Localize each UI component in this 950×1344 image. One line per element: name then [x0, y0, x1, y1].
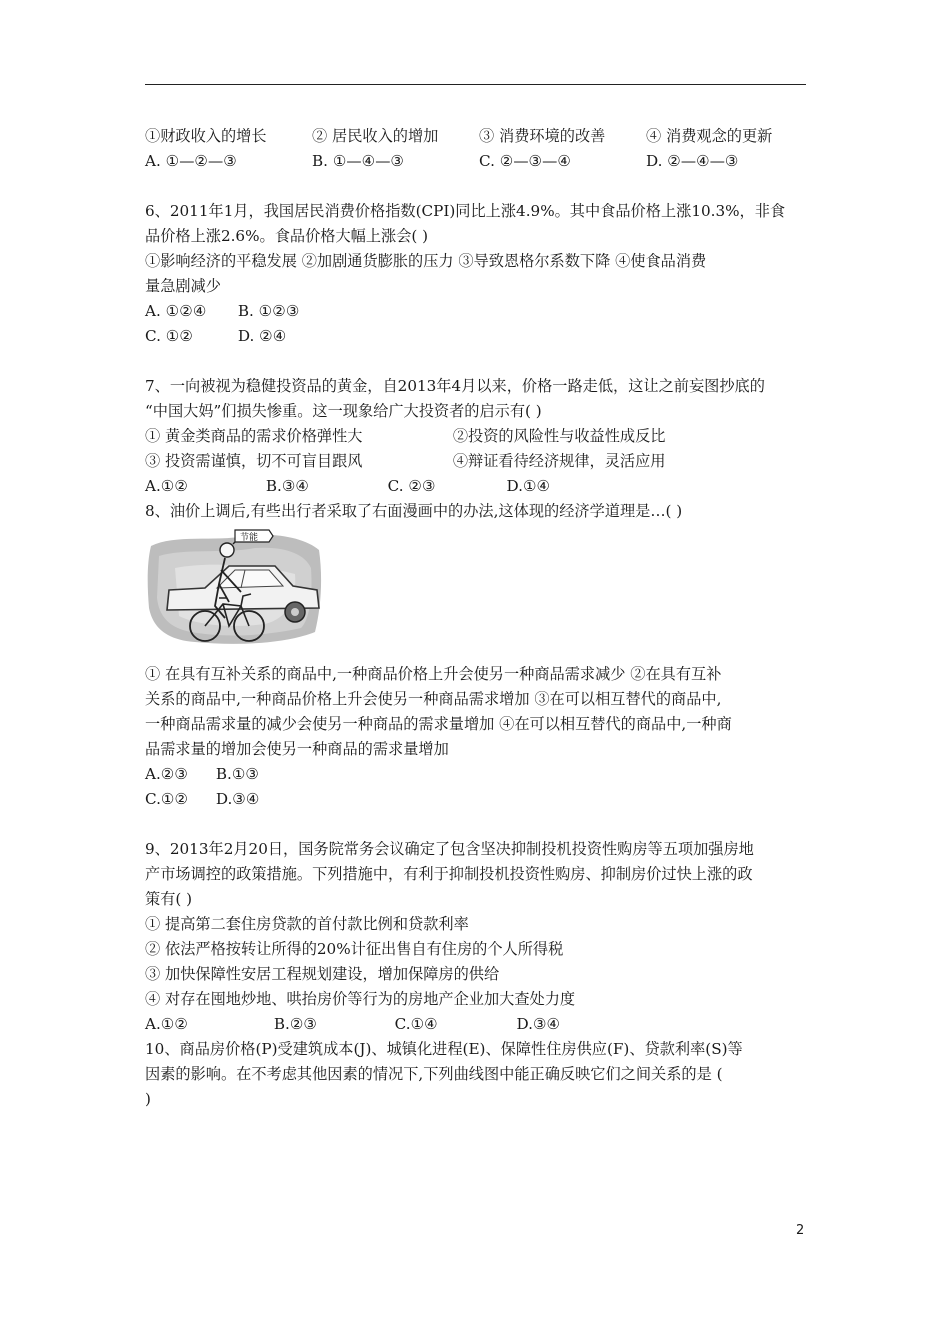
q9-option-a[interactable]: A.①② — [145, 1015, 189, 1033]
q8-items-4: 品需求量的增加会使另一种商品的需求量增加 — [145, 740, 449, 758]
comic-sign-text: 节能 — [240, 533, 259, 543]
q9-item-3: ③ 加快保障性安居工程规划建设，增加保障房的供给 — [145, 965, 500, 983]
q8-items-3: 一种商品需求量的减少会使另一种商品的需求量增加 ④在可以相互替代的商品中,一种商 — [145, 715, 732, 733]
page-content — [145, 124, 810, 1112]
q8-stem: 8、油价上调后,有些出行者采取了右面漫画中的办法,这体现的经济学道理是…( ) — [145, 502, 683, 520]
q8-option-d[interactable]: D.③④ — [215, 790, 260, 808]
q6-stem-2: 品价格上涨2.6%。食品价格大幅上涨会( ) — [145, 227, 429, 245]
q5-option-c[interactable]: C. ②—③—④ — [479, 152, 571, 170]
q9-option-d[interactable]: D.③④ — [516, 1015, 561, 1033]
q7-option-c[interactable]: C. ②③ — [387, 477, 436, 495]
q5-options — [145, 149, 810, 174]
q10-stem-3: ) — [145, 1090, 151, 1108]
q8-option-b[interactable]: B.①③ — [215, 765, 260, 783]
q6-option-b[interactable]: B. ①②③ — [237, 302, 300, 320]
q9-option-b[interactable]: B.②③ — [273, 1015, 318, 1033]
q5-option-d[interactable]: D. ②—④—③ — [646, 152, 739, 170]
q7-item-3: ③ 投资需谨慎，切不可盲目跟风 — [145, 452, 363, 470]
q9-stem-2: 产市场调控的政策措施。下列措施中，有利于抑制投机投资性购房、抑制房价过快上涨的政 — [145, 865, 753, 883]
q7-item-2: ②投资的风险性与收益性成反比 — [452, 427, 666, 445]
q9-item-4: ④ 对存在囤地炒地、哄抬房价等行为的房地产企业加大查处力度 — [145, 990, 576, 1008]
q6-stem-1: 6、2011年1月，我国居民消费价格指数(CPI)同比上涨4.9%。其中食品价格上涨10.3%，非食 — [145, 202, 786, 220]
q6-options-row-2 — [145, 324, 810, 349]
q7-stem-1: 7、一向被视为稳健投资品的黄金，自2013年4月以来，价格一路走低，这让之前妄图抄底的 — [145, 377, 765, 395]
q6-option-a[interactable]: A. ①②④ — [145, 302, 207, 320]
q9-options — [145, 1012, 810, 1037]
q8-options-row-2 — [145, 787, 810, 812]
q5-items — [145, 124, 810, 149]
q5-option-b[interactable]: B. ①—④—③ — [312, 152, 405, 170]
header-rule — [145, 84, 806, 85]
q7-option-b[interactable]: B.③④ — [265, 477, 310, 495]
q7-items-row-1 — [145, 424, 810, 449]
q6-option-c[interactable]: C. ①② — [145, 327, 193, 345]
q7-option-d[interactable]: D.①④ — [506, 477, 551, 495]
q5-item-1: ①财政收入的增长 — [145, 127, 267, 145]
q9-item-2: ② 依法严格按转让所得的20%计征出售自有住房的个人所得税 — [145, 940, 564, 958]
q7-item-1: ① 黄金类商品的需求价格弹性大 — [145, 427, 363, 445]
page-number: 2 — [796, 1223, 805, 1238]
q8-option-a[interactable]: A.②③ — [145, 765, 189, 783]
q5-item-2: ② 居民收入的增加 — [312, 127, 439, 145]
q9-option-c[interactable]: C.①④ — [394, 1015, 438, 1033]
q5-option-a[interactable]: A. ①—②—③ — [145, 152, 237, 170]
q8-options-row-1 — [145, 762, 810, 787]
comic-cyclist-car-image — [145, 528, 325, 650]
q10-stem-2: 因素的影响。在不考虑其他因素的情况下,下列曲线图中能正确反映它们之间关系的是 ( — [145, 1065, 723, 1083]
q5-item-3: ③ 消费环境的改善 — [479, 127, 606, 145]
q7-options — [145, 474, 810, 499]
q6-options-row-1 — [145, 299, 810, 324]
q6-items-2: 量急剧减少 — [145, 277, 221, 295]
q8-items-1: ① 在具有互补关系的商品中,一种商品价格上升会使另一种商品需求减少 ②在具有互补 — [145, 665, 722, 683]
q10-stem-1: 10、商品房价格(P)受建筑成本(J)、城镇化进程(E)、保障性住房供应(F)、贷款利率(S)等 — [145, 1040, 743, 1058]
q7-stem-2: “中国大妈”们损失惨重。这一现象给广大投资者的启示有( ) — [145, 402, 542, 420]
q5-item-4: ④ 消费观念的更新 — [646, 127, 773, 145]
q8-option-c[interactable]: C.①② — [145, 790, 189, 808]
q6-items-1: ①影响经济的平稳发展 ②加剧通货膨胀的压力 ③导致恩格尔系数下降 ④使食品消费 — [145, 252, 707, 270]
q7-item-4: ④辩证看待经济规律，灵活应用 — [452, 452, 666, 470]
q7-option-a[interactable]: A.①② — [145, 477, 189, 495]
q9-item-1: ① 提高第二套住房贷款的首付款比例和贷款利率 — [145, 915, 469, 933]
q6-option-d[interactable]: D. ②④ — [237, 327, 287, 345]
q7-items-row-2 — [145, 449, 810, 474]
q8-items-2: 关系的商品中,一种商品价格上升会使另一种商品需求增加 ③在可以相互替代的商品中, — [145, 690, 722, 708]
q9-stem-1: 9、2013年2月20日，国务院常务会议确定了包含坚决抑制投机投资性购房等五项加强房地 — [145, 840, 754, 858]
q9-stem-3: 策有( ) — [145, 890, 193, 908]
